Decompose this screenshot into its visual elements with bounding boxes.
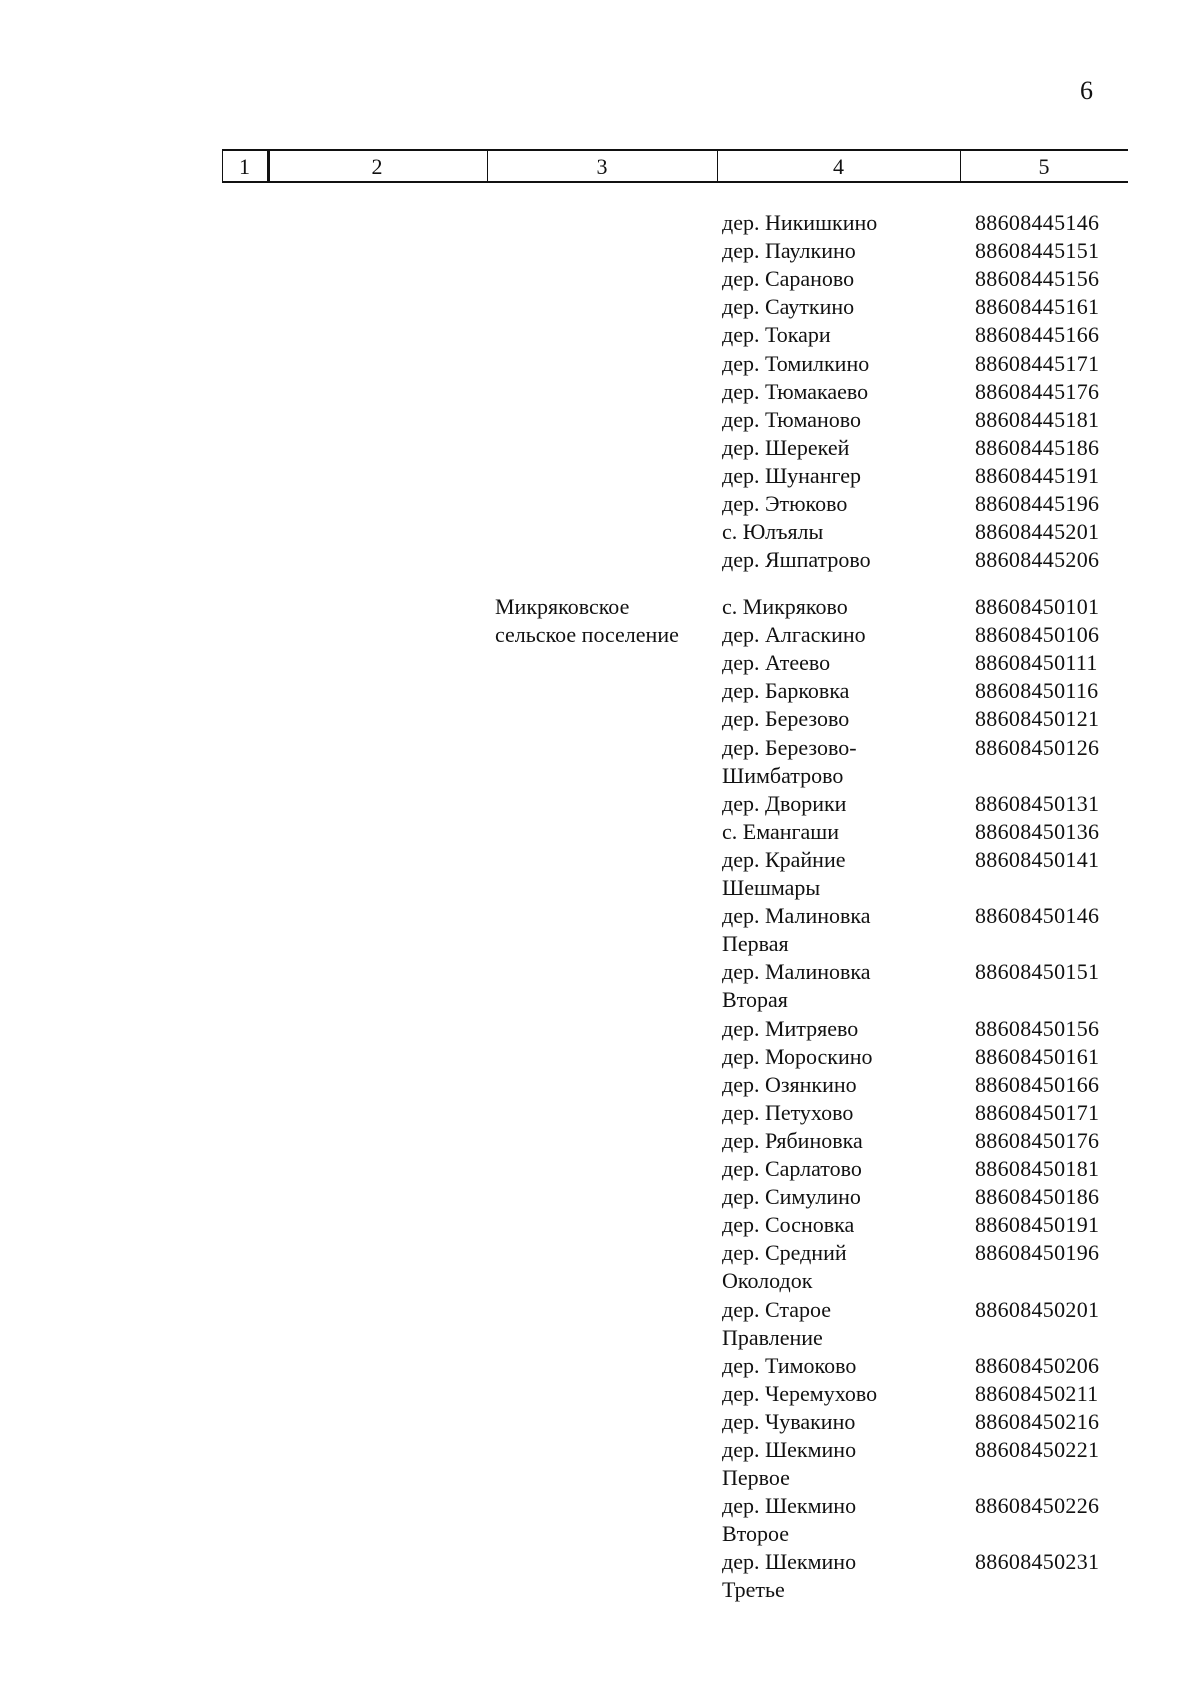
oktmo-code: 88608445181 [975,406,1100,432]
oktmo-code: 88608445186 [975,434,1100,460]
locality-name: дер. Мороскино [722,1043,873,1069]
oktmo-code: 88608450101 [975,594,1100,619]
oktmo-code: 88608445161 [975,294,1100,320]
locality-name: дер. Барковка [722,678,850,704]
column-divider [960,149,961,183]
oktmo-code: 88608450111 [975,650,1098,676]
locality-name: дер. Шекмино Второе [722,1493,857,1547]
oktmo-code: 88608450231 [975,1549,1100,1575]
locality-name: дер. Шекмино Первое [722,1437,857,1490]
locality-name: дер. Чувакино [722,1408,856,1434]
locality-name: дер. Никишкино [722,210,878,235]
locality-name: дер. Озянкино [722,1071,857,1097]
oktmo-code: 88608450211 [975,1380,1099,1406]
locality-name: дер. Яшпатрово [722,547,871,573]
oktmo-code: 88608445196 [975,491,1100,516]
oktmo-code: 88608450166 [975,1071,1100,1097]
locality-name: дер. Березово- Шимбатрово [722,734,857,788]
locality-name: дер. Черемухово [722,1380,878,1406]
locality-name: дер. Этюково [722,491,848,516]
oktmo-code: 88608445176 [975,378,1100,404]
oktmo-code: 88608445151 [975,238,1100,264]
locality-name: дер. Малиновка Вторая [722,959,871,1013]
oktmo-code: 88608450146 [975,903,1100,929]
locality-name: дер. Тюмакаево [722,378,869,404]
column-header-5: 5 [1038,154,1050,179]
oktmo-code: 88608450221 [975,1437,1100,1462]
oktmo-code: 88608450181 [975,1156,1100,1181]
locality-name: дер. Шунангер [722,462,861,488]
oktmo-code: 88608445146 [975,210,1100,235]
column-header-1: 1 [239,154,250,179]
locality-name: дер. Старое Правление [722,1296,832,1350]
locality-name: дер. Атеево [722,650,831,676]
oktmo-code: 88608450171 [975,1099,1100,1125]
oktmo-code: 88608450226 [975,1493,1100,1519]
locality-name: дер. Тимоково [722,1352,857,1378]
oktmo-code: 88608445156 [975,266,1100,292]
oktmo-code: 88608450131 [975,790,1100,816]
locality-name: дер. Шерекей [722,434,850,460]
oktmo-code: 88608450116 [975,678,1099,704]
column-header-2: 2 [371,154,383,179]
column-header-3: 3 [596,154,608,179]
locality-name: дер. Березово [722,706,850,732]
oktmo-code: 88608445166 [975,322,1100,348]
oktmo-code: 88608450216 [975,1408,1100,1434]
locality-name: дер. Сарлатово [722,1156,862,1181]
oktmo-code: 88608450156 [975,1015,1100,1041]
oktmo-code: 88608450121 [975,706,1100,732]
locality-name: дер. Сауткино [722,294,855,320]
oktmo-code: 88608450126 [975,734,1100,760]
page-number: 6 [1080,76,1093,105]
locality-name: дер. Тюманово [722,406,861,432]
oktmo-code: 88608450196 [975,1240,1100,1266]
locality-name: дер. Алгаскино [722,622,866,648]
table-header [222,149,1128,183]
locality-name: дер. Токари [722,322,831,348]
oktmo-code: 88608450186 [975,1184,1100,1210]
locality-name: дер. Паулкино [722,238,856,264]
oktmo-code: 88608450136 [975,818,1100,844]
column-divider [222,149,223,183]
oktmo-code: 88608445171 [975,350,1100,376]
oktmo-code: 88608450201 [975,1296,1100,1322]
locality-name: дер. Дворики [722,790,847,816]
column-header-4: 4 [833,154,844,179]
column-divider [717,149,718,183]
settlement-name: Микряковское сельское поселение [495,594,679,647]
locality-name: дер. Сосновка [722,1212,855,1238]
locality-name: дер. Рябиновка [722,1127,863,1153]
locality-name: дер. Сараново [722,266,855,292]
oktmo-code: 88608450176 [975,1127,1100,1153]
column-divider [487,149,488,183]
locality-name: дер. Симулино [722,1184,861,1210]
oktmo-code: 88608450161 [975,1043,1100,1069]
oktmo-code: 88608450191 [975,1212,1100,1238]
locality-name: дер. Крайние Шешмары [722,846,846,900]
oktmo-code: 88608450151 [975,959,1100,985]
column-divider [267,149,270,183]
locality-name: дер. Митряево [722,1015,859,1041]
locality-name: дер. Малиновка Первая [722,903,871,957]
oktmo-code: 88608450141 [975,846,1100,872]
oktmo-code: 88608450106 [975,622,1100,648]
locality-name: с. Юлъялы [722,519,824,545]
locality-name: с. Емангаши [722,818,840,844]
locality-name: с. Микряково [722,594,848,619]
oktmo-code: 88608445201 [975,519,1100,545]
locality-name: дер. Средний Околодок [722,1240,847,1294]
locality-name: дер. Петухово [722,1099,854,1125]
locality-name: дер. Томилкино [722,350,870,376]
oktmo-code: 88608445206 [975,547,1100,573]
locality-name: дер. Шекмино Третье [722,1549,857,1603]
oktmo-code: 88608445191 [975,462,1100,488]
oktmo-code: 88608450206 [975,1352,1100,1378]
